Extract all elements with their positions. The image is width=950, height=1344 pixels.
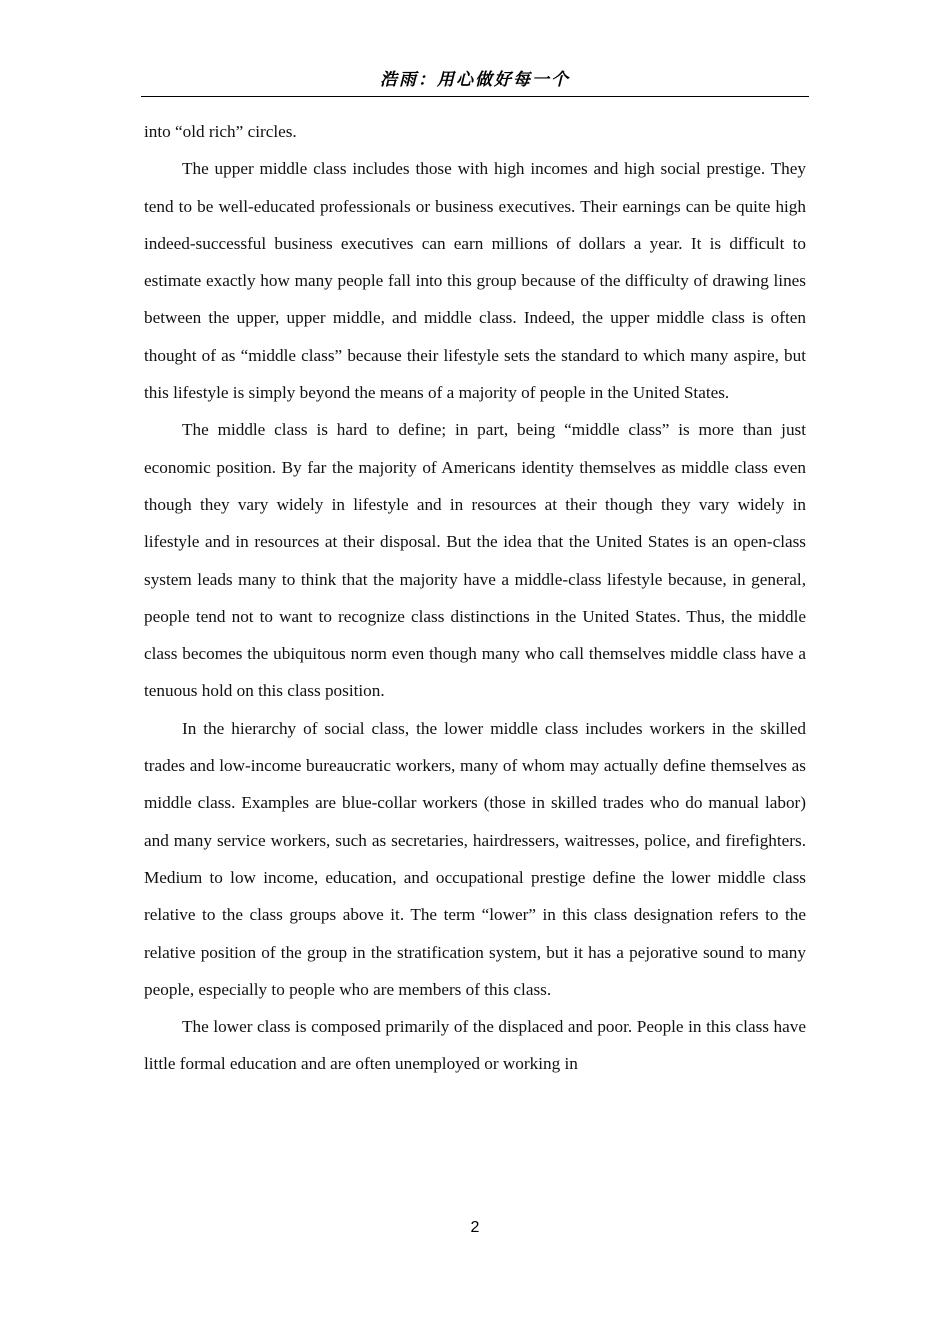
paragraph-continuation: into “old rich” circles. [144,122,297,141]
paragraph-upper-middle-class: The upper middle class includes those with high incomes and high social prestige. They tend to be well-educated professionals or business executives. Their earnings can be quite high indeed-successful business executives can earn millions of dollars a year. It is difficult to estimate exactly how many people fall into this group because of the difficulty of drawing lines between the upper, upper middle, and middle class. Indeed, the upper middle class is often thought of as “middle class” because their lifestyle sets the standard to which many aspire, but this lifestyle is simply beyond the means of a majority of people in the United States. [144,159,806,403]
page-header [141,66,809,97]
page-number: 2 [470,1219,480,1236]
paragraph-lower-class: The lower class is composed primarily of the displaced and poor. People in this class have little formal education and are often unemployed or working in [144,1017,806,1074]
paragraph-lower-middle-class: In the hierarchy of social class, the lower middle class includes workers in the skilled trades and low-income bureaucratic workers, many of whom may actually define themselves as middle class. Examples are blue-collar workers (those in skilled trades who do manual labor) and many service workers, such as secretaries, hairdressers, waitresses, police, and firefighters. Medium to low income, education, and occupational prestige define the lower middle class relative to the class groups above it. The term “lower” in this class designation refers to the relative position of the group in the stratification system, but it has a pejorative sound to many people, especially to people who are members of this class. [144,718,806,999]
header-title: 浩雨：用心做好每一个 [380,70,570,90]
body-text [144,113,806,1083]
paragraph-middle-class: The middle class is hard to define; in part, being “middle class” is more than just economic position. By far the majority of Americans identity themselves as middle class even though they vary widely in lifestyle and in resources at their though they vary widely in lifestyle and in resources at their disposal. But the idea that the United States is an open-class system leads many to think that the majority have a middle-class lifestyle because, in general, people tend not to want to recognize class distinctions in the United States. Thus, the middle class becomes the ubiquitous norm even though many who call themselves middle class have a tenuous hold on this class position. [144,420,806,701]
